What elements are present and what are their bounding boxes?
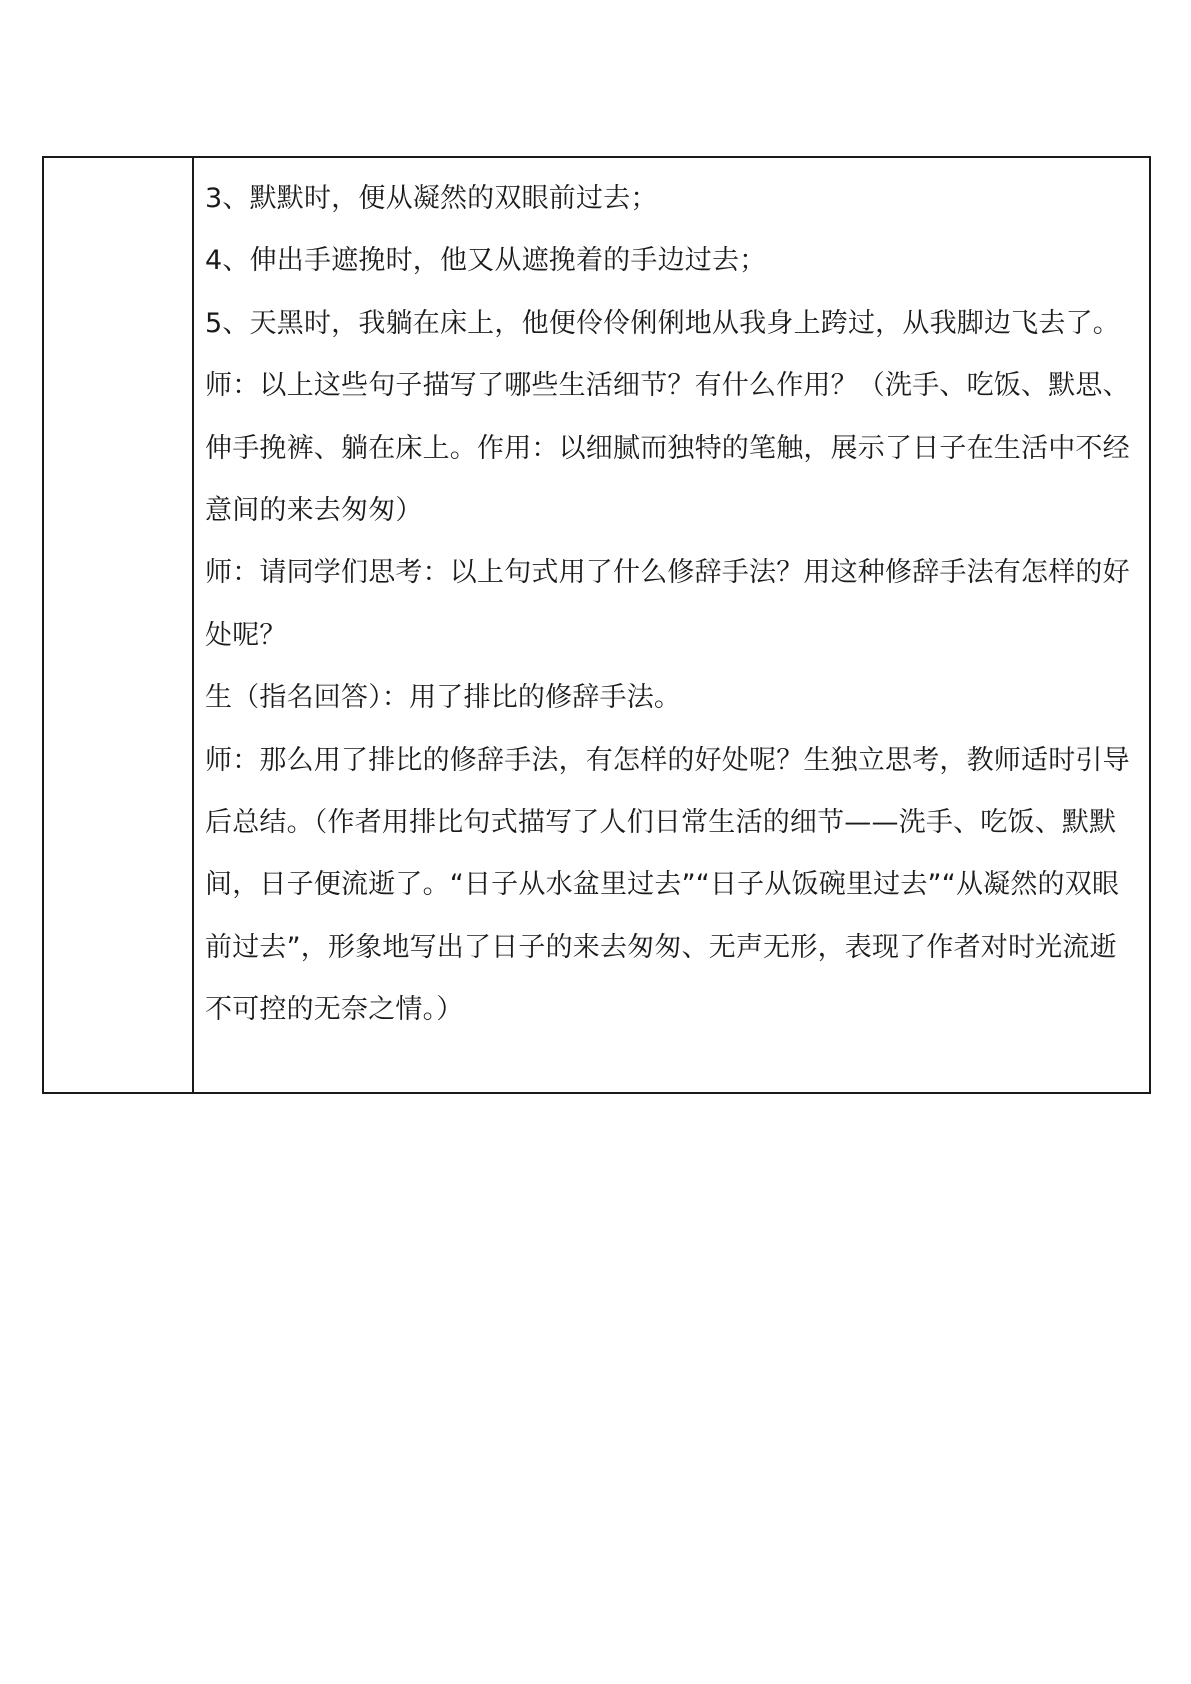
- sentence-4: 4、伸出手遮挽时，他又从遮挽着的手边过去；: [205, 245, 767, 277]
- sentence-3: 3、默默时，便从凝然的双眼前过去；: [205, 183, 658, 214]
- lesson-plan-table: [42, 156, 1151, 1094]
- table-row: [43, 157, 1150, 1093]
- sentence-5: 5、天黑时，我躺在床上，他便伶伶俐俐地从我身上跨过，从我脚边飞去了。: [205, 307, 1120, 339]
- content-cell: [193, 157, 1150, 1093]
- teacher-question-details: 师：以上这些句子描写了哪些生活细节？有什么作用？（洗手、吃饭、默思、伸手挽裤、躺在床上。作用：以细腻而独特的笔触，展示了日子在生活中不经意间的来去匆匆）: [205, 370, 1130, 527]
- label-cell: [43, 157, 193, 1093]
- teacher-question-rhetoric: 师：请同学们思考：以上句式用了什么修辞手法？用这种修辞手法有怎样的好处呢？: [205, 557, 1130, 651]
- student-answer: 生（指名回答）：用了排比的修辞手法。: [205, 682, 682, 714]
- teacher-summary: 师：那么用了排比的修辞手法，有怎样的好处呢？生独立思考，教师适时引导后总结。（作者用排比句式描写了人们日常生活的细节——洗手、吃饭、默默间，日子便流逝了。“日子从水盆里过去”“日子从饭碗里过去”“从凝然的双眼前过去”，形象地写出了日子的来去匆匆、无声无形，表现了作者对时光流逝不可控的无奈之情。）: [205, 744, 1130, 1026]
